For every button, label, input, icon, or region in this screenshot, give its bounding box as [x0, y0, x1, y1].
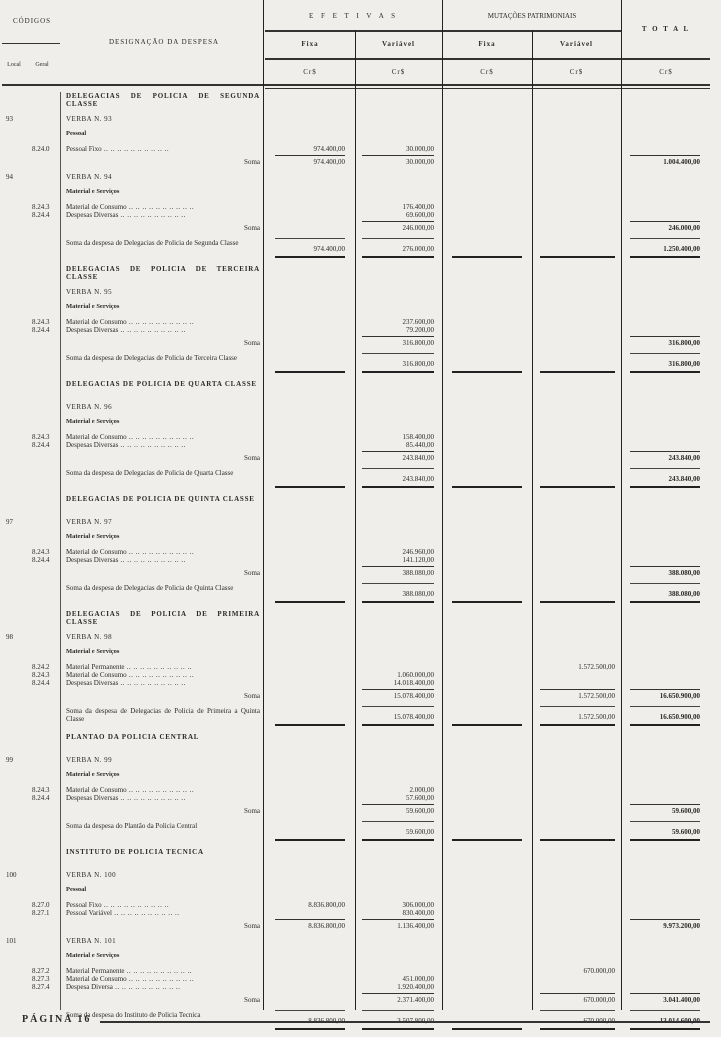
table-row	[0, 433, 712, 441]
cell-desc: Soma da despesa de Delegacias de Policia de Terceira Classe	[66, 354, 238, 362]
cell-geral: 8.24.0	[32, 145, 50, 153]
currency-fixa: Cr$	[303, 68, 317, 76]
header-geral: Geral	[35, 62, 49, 68]
budget-table-body	[0, 92, 712, 1037]
cell-var: 246.000,00	[362, 221, 434, 232]
sub-row	[0, 303, 712, 316]
cell-desc: VERBA N. 93	[66, 115, 113, 123]
soma-row	[0, 692, 712, 707]
cell-mvar: 1.572.500,00	[540, 689, 615, 700]
cell-var: 830.400,00	[402, 909, 434, 917]
table-row	[0, 975, 712, 983]
soma-row	[0, 807, 712, 822]
cell-geral: 8.24.3	[32, 203, 50, 211]
cell-desc: Material e Serviços	[66, 648, 120, 655]
verba-row	[0, 871, 712, 886]
soma-row	[0, 454, 712, 469]
cell-desc: Soma	[244, 692, 260, 700]
cell-desc: Material Permanente .. ..	[66, 663, 260, 671]
cell-desc: Material de Consumo .. ..	[66, 318, 260, 326]
cell-desc: Pessoal Fixo .. ..	[66, 901, 260, 909]
cell-desc: Despesas Diversas .. ..	[66, 326, 260, 334]
cell-desc: Soma	[244, 922, 260, 930]
sub-row	[0, 130, 712, 143]
total-row	[0, 239, 712, 265]
table-row	[0, 967, 712, 975]
header-efetivas: E F E T I V A S	[308, 12, 399, 20]
cell-desc: Soma	[244, 569, 260, 577]
cell-var: 158.400,00	[402, 433, 434, 441]
heading-row	[0, 380, 712, 403]
cell-desc: Despesas Diversas .. ..	[66, 211, 260, 219]
cell-geral: 8.24.4	[32, 326, 50, 334]
cell-total: 59.600,00	[630, 828, 700, 836]
cell-var: 243.840,00	[362, 451, 434, 462]
cell-geral: 8.27.4	[32, 983, 50, 991]
cell-geral: 8.24.3	[32, 433, 50, 441]
cell-desc: DELEGACIAS DE POLICIA DE SEGUNDA CLASSE	[66, 92, 260, 108]
verba-row	[0, 403, 712, 418]
heading-row	[0, 733, 712, 756]
table-row	[0, 983, 712, 991]
cell-mvar: 670.000,00	[583, 967, 615, 975]
cell-desc: Despesas Diversas .. ..	[66, 556, 260, 564]
cell-desc: Material Permanente .. ..	[66, 967, 260, 975]
table-row	[0, 663, 712, 671]
header-variavel: Variável	[381, 40, 416, 48]
table-row	[0, 203, 712, 211]
header-designacao: DESIGNAÇÃO DA DESPESA	[108, 38, 220, 46]
table-row	[0, 679, 712, 687]
cell-total: 316.800,00	[630, 336, 700, 347]
cell-desc: Soma da despesa de Delegacias de Policia de Quarta Classe	[66, 469, 234, 477]
cell-desc: Pessoal Variável .. ..	[66, 909, 260, 917]
cell-desc: VERBA N. 99	[66, 756, 113, 764]
verba-row	[0, 115, 712, 130]
cell-desc: Despesas Diversas .. ..	[66, 679, 260, 687]
cell-var: 15.078.400,00	[362, 689, 434, 700]
cell-desc: Soma da despesa do Plantão da Policia Central	[66, 822, 198, 830]
cell-geral: 8.24.3	[32, 318, 50, 326]
cell-var: 306.000,00	[402, 901, 434, 909]
cell-desc: Material de Consumo .. ..	[66, 671, 260, 679]
cell-geral: 8.27.0	[32, 901, 50, 909]
sub-row	[0, 952, 712, 965]
cell-desc: Despesas Diversas .. ..	[66, 441, 260, 449]
cell-total: 1.250.400,00	[630, 245, 700, 253]
heading-row	[0, 265, 712, 288]
cell-desc: Material de Consumo .. ..	[66, 548, 260, 556]
currency-mut-variavel: Cr$	[569, 68, 584, 76]
sub-row	[0, 533, 712, 546]
table-row	[0, 671, 712, 679]
table-row	[0, 909, 712, 917]
footer-rule	[100, 1021, 710, 1023]
verba-row	[0, 518, 712, 533]
cell-var: 451.000,00	[402, 975, 434, 983]
cell-var: 1.136.400,00	[362, 919, 434, 930]
soma-row	[0, 996, 712, 1011]
cell-desc: VERBA N. 96	[66, 403, 113, 411]
cell-desc: Pessoal	[66, 130, 87, 137]
page-number: PÁGINA 16	[22, 1014, 92, 1025]
cell-geral: 8.24.3	[32, 548, 50, 556]
cell-desc: Material e Serviços	[66, 771, 120, 778]
cell-total: 9.973.200,00	[630, 919, 700, 930]
cell-var: 59.600,00	[362, 828, 434, 836]
table-row	[0, 548, 712, 556]
sub-row	[0, 648, 712, 661]
sub-row	[0, 886, 712, 899]
rule-efetivas	[265, 30, 621, 32]
cell-desc: Material de Consumo .. ..	[66, 433, 260, 441]
cell-fixa: 974.400,00	[313, 145, 345, 153]
cell-desc: Material e Serviços	[66, 188, 120, 195]
cell-total: 316.800,00	[630, 360, 700, 368]
cell-desc: Soma	[244, 996, 260, 1004]
cell-geral: 8.24.2	[32, 663, 50, 671]
table-row	[0, 901, 712, 909]
verba-row	[0, 173, 712, 188]
cell-desc: Pessoal Fixo .. ..	[66, 145, 260, 153]
header-mut-fixa: Fixa	[478, 40, 496, 48]
cell-var: 316.800,00	[362, 336, 434, 347]
cell-desc: Soma da despesa de Delegacias de Policia de Primeira a Quinta Classe	[66, 707, 260, 723]
cell-fixa: 974.400,00	[275, 155, 345, 166]
verba-row	[0, 288, 712, 303]
cell-desc: Despesa Diversa .. ..	[66, 983, 260, 991]
cell-total: 1.004.400,00	[630, 155, 700, 166]
cell-var: 30.000,00	[406, 145, 434, 153]
currency-total: Cr$	[659, 68, 673, 76]
cell-desc: VERBA N. 98	[66, 633, 113, 641]
cell-geral: 8.24.4	[32, 556, 50, 564]
verba-row	[0, 633, 712, 648]
cell-desc: Soma	[244, 339, 260, 347]
rule-subheader	[265, 58, 710, 60]
cell-total: 59.600,00	[630, 804, 700, 815]
cell-desc: DELEGACIAS DE POLICIA DE QUARTA CLASSE	[66, 380, 257, 388]
cell-var: 69.600,00	[406, 211, 434, 219]
cell-desc: Soma da despesa do Instituto de Policia Tecnica	[66, 1011, 201, 1019]
cell-desc: INSTITUTO DE POLICIA TECNICA	[66, 848, 204, 856]
table-row	[0, 441, 712, 449]
cell-desc: PLANTAO DA POLICIA CENTRAL	[66, 733, 200, 741]
cell-geral: 8.27.1	[32, 909, 50, 917]
cell-local: 101	[6, 937, 17, 945]
cell-desc: Soma da despesa de Delegacias de Policia de Quinta Classe	[66, 584, 234, 592]
cell-desc: Material de Consumo .. ..	[66, 203, 260, 211]
cell-desc: Soma da despesa de Delegacias de Policia de Segunda Classe	[66, 239, 239, 247]
cell-var: 57.600,00	[406, 794, 434, 802]
cell-geral: 8.24.4	[32, 211, 50, 219]
soma-row	[0, 569, 712, 584]
header-mutacoes: MUTAÇÕES PATRIMONIAIS	[487, 12, 577, 20]
cell-total: 388.080,00	[630, 590, 700, 598]
cell-var: 237.600,00	[402, 318, 434, 326]
cell-desc: Material e Serviços	[66, 418, 120, 425]
soma-row	[0, 224, 712, 239]
soma-row	[0, 339, 712, 354]
cell-var: 85.440,00	[406, 441, 434, 449]
table-row	[0, 318, 712, 326]
cell-desc: VERBA N. 94	[66, 173, 113, 181]
cell-desc: Material de Consumo .. ..	[66, 786, 260, 794]
cell-local: 93	[6, 115, 13, 123]
soma-row	[0, 158, 712, 173]
currency-variavel: Cr$	[391, 68, 406, 76]
cell-var: 176.400,00	[402, 203, 434, 211]
cell-local: 100	[6, 871, 17, 879]
cell-total: 246.000,00	[630, 221, 700, 232]
cell-desc: VERBA N. 101	[66, 937, 117, 945]
header-total: T O T A L	[641, 25, 691, 33]
cell-desc: Material e Serviços	[66, 533, 120, 540]
cell-var: 388.080,00	[362, 590, 434, 598]
cell-mvar: 1.572.500,00	[540, 713, 615, 721]
cell-var: 243.840,00	[362, 475, 434, 483]
heading-row	[0, 92, 712, 115]
cell-total: 243.840,00	[630, 475, 700, 483]
cell-total: 243.840,00	[630, 451, 700, 462]
cell-var: 141.120,00	[402, 556, 434, 564]
currency-mut-fixa: Cr$	[480, 68, 494, 76]
cell-fixa: 8.836.800,00	[275, 919, 345, 930]
cell-var: 246.960,00	[402, 548, 434, 556]
header-fixa: Fixa	[301, 40, 319, 48]
sub-row	[0, 418, 712, 431]
cell-desc: Soma	[244, 158, 260, 166]
sub-row	[0, 188, 712, 201]
heading-row	[0, 495, 712, 518]
cell-total: 3.041.400,00	[630, 993, 700, 1004]
cell-var: 276.000,00	[362, 245, 434, 253]
cell-geral: 8.24.3	[32, 671, 50, 679]
cell-desc: VERBA N. 97	[66, 518, 113, 526]
table-row	[0, 211, 712, 219]
cell-total: 388.080,00	[630, 566, 700, 577]
total-row	[0, 1011, 712, 1037]
cell-var: 59.600,00	[362, 804, 434, 815]
header-mut-variavel: Variável	[559, 40, 594, 48]
total-row	[0, 584, 712, 610]
cell-var: 2.000,00	[409, 786, 434, 794]
rule-header-bottom2	[265, 88, 710, 89]
cell-desc: Soma	[244, 454, 260, 462]
cell-local: 97	[6, 518, 13, 526]
cell-geral: 8.27.3	[32, 975, 50, 983]
table-row	[0, 794, 712, 802]
cell-desc: Material e Serviços	[66, 303, 120, 310]
table-row	[0, 145, 712, 153]
heading-row	[0, 610, 712, 633]
cell-geral: 8.27.2	[32, 967, 50, 975]
cell-var: 1.920.400,00	[397, 983, 434, 991]
cell-desc: VERBA N. 95	[66, 288, 113, 296]
table-row	[0, 326, 712, 334]
soma-row	[0, 922, 712, 937]
cell-mvar: 670.000,00	[540, 993, 615, 1004]
header-local: Local	[7, 62, 21, 68]
cell-fixa: 8.836.800,00	[308, 901, 345, 909]
rule-codigos	[2, 43, 60, 44]
header-codigos: CÓDIGOS	[12, 17, 52, 25]
cell-desc: Soma	[244, 224, 260, 232]
cell-desc: Pessoal	[66, 886, 87, 893]
cell-var: 30.000,00	[362, 155, 434, 166]
cell-local: 94	[6, 173, 13, 181]
cell-geral: 8.24.4	[32, 441, 50, 449]
cell-var: 388.080,00	[362, 566, 434, 577]
cell-desc: DELEGACIAS DE POLICIA DE PRIMEIRA CLASSE	[66, 610, 260, 626]
cell-local: 99	[6, 756, 13, 764]
cell-desc: DELEGACIAS DE POLICIA DE QUINTA CLASSE	[66, 495, 255, 503]
cell-total: 16.650.900,00	[630, 689, 700, 700]
cell-var: 15.078.400,00	[362, 713, 434, 721]
cell-var: 79.200,00	[406, 326, 434, 334]
total-row	[0, 469, 712, 495]
total-row	[0, 822, 712, 848]
total-row	[0, 707, 712, 733]
total-row	[0, 354, 712, 380]
cell-fixa: 974.400,00	[275, 245, 345, 253]
verba-row	[0, 937, 712, 952]
cell-var: 1.060.000,00	[397, 671, 434, 679]
sub-row	[0, 771, 712, 784]
cell-geral: 8.24.4	[32, 679, 50, 687]
heading-row	[0, 848, 712, 871]
cell-geral: 8.24.3	[32, 786, 50, 794]
cell-desc: Material e Serviços	[66, 952, 120, 959]
cell-desc: Soma	[244, 807, 260, 815]
rule-header-bottom	[2, 84, 710, 86]
table-row	[0, 556, 712, 564]
verba-row	[0, 756, 712, 771]
cell-desc: DELEGACIAS DE POLICIA DE TERCEIRA CLASSE	[66, 265, 260, 281]
cell-desc: Material de Consumo .. ..	[66, 975, 260, 983]
cell-var: 2.371.400,00	[362, 993, 434, 1004]
cell-geral: 8.24.4	[32, 794, 50, 802]
cell-desc: Despesas Diversas .. ..	[66, 794, 260, 802]
cell-desc: VERBA N. 100	[66, 871, 117, 879]
cell-var: 316.800,00	[362, 360, 434, 368]
cell-total: 16.650.900,00	[630, 713, 700, 721]
cell-local: 98	[6, 633, 13, 641]
cell-var: 14.018.400,00	[393, 679, 434, 687]
cell-mvar: 1.572.500,00	[578, 663, 615, 671]
table-row	[0, 786, 712, 794]
